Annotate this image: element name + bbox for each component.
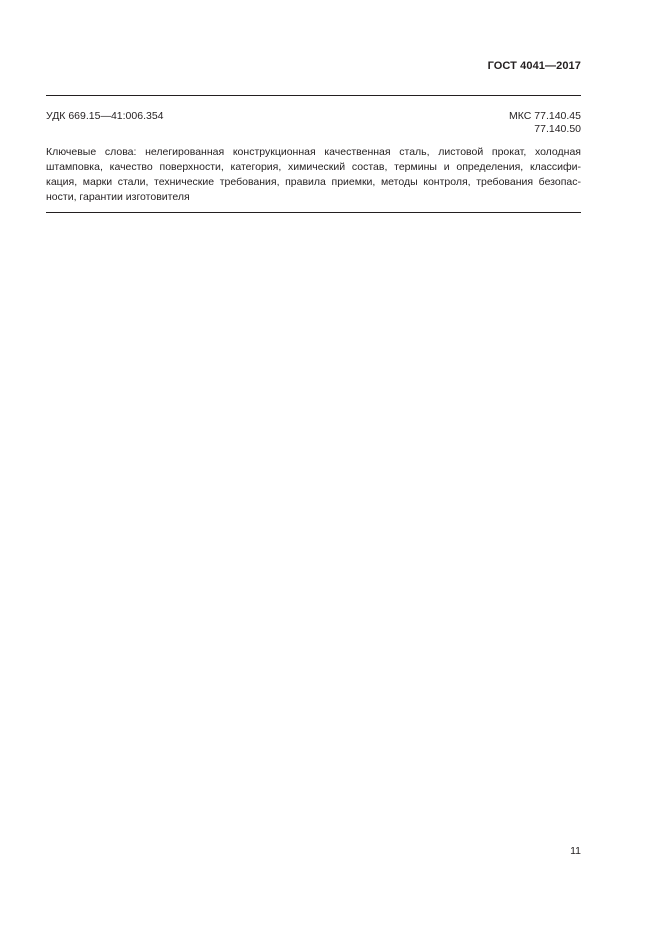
bottom-divider <box>46 212 581 213</box>
keywords-line: ности, гарантии изготовителя <box>46 191 190 203</box>
keywords-paragraph <box>46 145 581 205</box>
mks-code-line: 77.140.50 <box>534 123 581 135</box>
top-divider <box>46 95 581 96</box>
keywords-line: Ключевые слова: нелегированная конструкционная качественная сталь, листовой прокат, холодная <box>46 146 581 158</box>
udk-code: УДК 669.15—41:006.354 <box>46 110 164 122</box>
mks-codes <box>509 110 581 136</box>
page-number: 11 <box>570 845 581 857</box>
keywords-line: кация, марки стали, технические требования, правила приемки, методы контроля, требования безопас- <box>46 176 581 188</box>
standard-number: ГОСТ 4041—2017 <box>487 60 581 72</box>
keywords-line: штамповка, качество поверхности, категория, химический состав, термины и определения, классифи- <box>46 161 581 173</box>
mks-code-line: МКС 77.140.45 <box>509 110 581 122</box>
